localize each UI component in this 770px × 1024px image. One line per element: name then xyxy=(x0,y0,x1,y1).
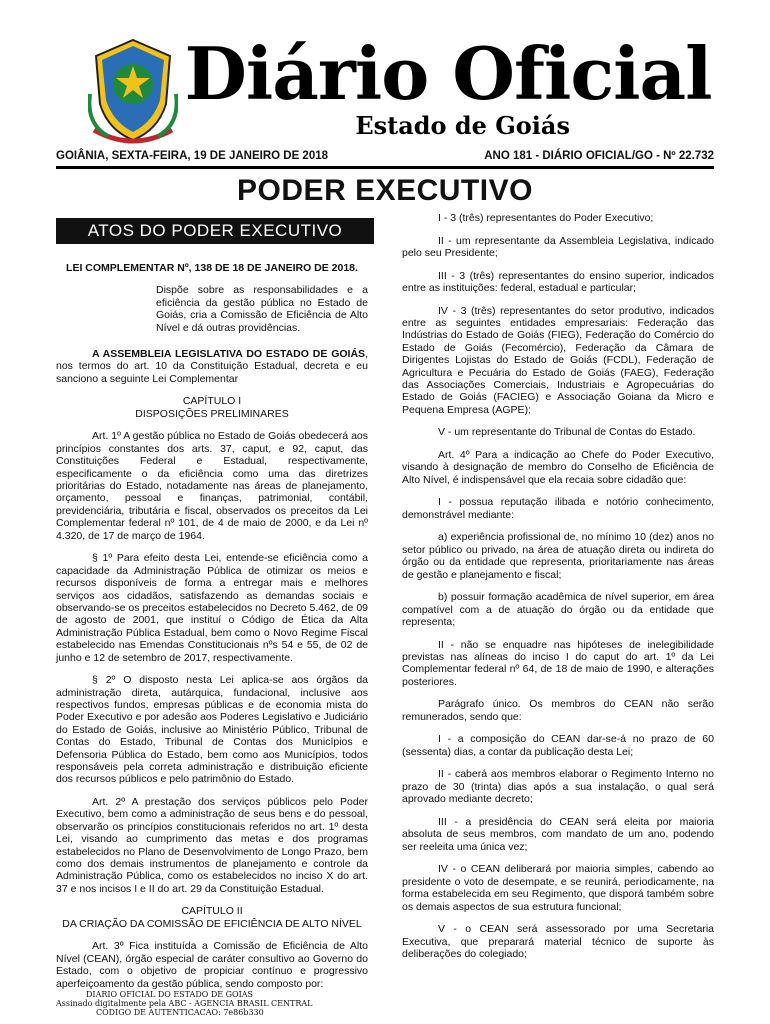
footer-line: CODIGO DE AUTENTICACAO: 7e86b330 xyxy=(96,1008,264,1017)
clause-v: V - o CEAN será assessorado por uma Secretaria Executiva, que preparará material técnico de suporte às deliberações do colegiado; xyxy=(402,923,714,960)
paragraph-2: § 2º O disposto nesta Lei aplica-se aos órgãos da administração direta, autárquica, fundacional, inclusive aos respectivos fundos, empresas públicas e de economia mista do Poder Executivo e por adesão aos Poderes Legislativo e Judiciário do Estado de Goiás, inclusive ao Ministério Público, Tribunal de Contas do Estado, Tribunal de Contas dos Municípios e Defensoria Pública do Estado, bem como aos Municípios, todos responsáveis pela correta administração e distribuição eficiente dos recursos públicos e pelo patrimônio do Estado. xyxy=(56,674,368,786)
footer xyxy=(56,990,312,1017)
footer-line: DIARIO OFICIAL DO ESTADO DE GOIAS xyxy=(86,990,254,999)
item-iv: IV - 3 (três) representantes do setor produtivo, indicados entre as seguintes entidades empresariais: Federação das Indústrias do Estado de Goiás (FIEG), Federação do Comércio do Estado de Goiás (Fecomércio), Federação da Câmara de Dirigentes Lojistas do Estado de Goiás (FCDL), Federação de Agricultura e Pecuária do Estado de Goiás (FAEG), Federação das Associações Comerciais, Industriais e Agropecuárias do Estado de Goiás (FACIEG) e Associação Goiana da Micro e Pequena Empresa (AGPE); xyxy=(402,304,714,416)
item-iii: III - 3 (três) representantes do ensino superior, indicados entre as instituições: federal, estadual e particular; xyxy=(402,269,714,294)
chapter-title: DISPOSIÇÕES PRELIMINARES xyxy=(135,407,289,420)
article-3: Art. 3º Fica instituída a Comissão de Eficiência de Alto Nível (CEAN), órgão especial de caráter consultivo ao Governo do Estado, com o objetivo de propiciar contínuo e progressivo aperfeiçoamento da gestão pública, sendo composto por: xyxy=(56,940,368,990)
newspaper-title: Diário Oficial xyxy=(184,31,712,116)
enacting-clause xyxy=(56,348,368,385)
left-column xyxy=(56,262,368,1000)
article-4: Art. 4º Para a indicação ao Chefe do Poder Executivo, visando à designação de membro do Conselho de Eficiência de Alto Nível, é indispensável que ela recaia sobre cidadão que: xyxy=(402,449,714,486)
right-column xyxy=(402,212,714,971)
chapter-heading: CAPÍTULO I xyxy=(182,395,242,408)
section-banner: ATOS DO PODER EXECUTIVO xyxy=(56,218,374,244)
newspaper-subtitle: Estado de Goiás xyxy=(355,111,570,140)
clause-i: I - a composição do CEAN dar-se-á no prazo de 60 (sessenta) dias, a contar da publicação desta Lei; xyxy=(402,733,714,758)
assembly-name: A ASSEMBLEIA LEGISLATIVA DO ESTADO DE GOIÁS xyxy=(92,348,366,361)
enacting-text: , nos termos do art. 10 da Constituição Estadual, decreta e eu sanciono a seguinte Lei Complementar xyxy=(56,348,368,385)
requirement-b: b) possuir formação acadêmica de nível superior, em área compatível com a de atuação do órgão ou da entidade que representa; xyxy=(402,591,714,629)
article-2: Art. 2º A prestação dos serviços públicos pelo Poder Executivo, bem como a administração de seus bens e do pessoal, observarão os princípios constitucionais referidos no art. 1º desta Lei, visando ao cumprimento das metas e dos programas estabelecidos no Plano de Desenvolvimento de Longo Prazo, bem como dos demais instrumentos de planejamento e controle da Administração Pública, como os estabelecidos no inciso X do art. 37 e nos incisos I e II do art. 29 da Constituição Estadual. xyxy=(56,795,368,895)
item-v: V - um representante do Tribunal de Contas do Estado. xyxy=(438,426,696,439)
sole-paragraph: Parágrafo único. Os membros do CEAN não serão remunerados, sendo que: xyxy=(402,698,714,723)
article-1: Art. 1º A gestão pública no Estado de Goiás obedecerá aos princípios constantes dos arts. 37, caput, e 92, caput, das Constituições Federal e Estadual, respectivamente, especificamente o da eficiência como uma das diretrizes prioritárias do Estado, notadamente nas áreas de planejamento, orçamento, pessoal e finanças, patrimonial, contábil, previdenciária, tributária e fiscal, observados os preceitos da Lei Complementar federal nº 101, de 4 de maio de 2000, e da Lei nº 4.320, de 17 de março de 1964. xyxy=(56,430,368,542)
law-title: LEI COMPLEMENTAR Nº, 138 DE 18 DE JANEIRO DE 2018. xyxy=(66,262,358,274)
requirement-ii: II - não se enquadre nas hipóteses de inelegibilidade previstas nas alíneas do inciso I do caput do art. 1º da Lei Complementar federal nº 64, de 18 de maio de 1990, e alterações posteriores. xyxy=(402,638,714,688)
state-coat-of-arms-icon xyxy=(88,34,178,146)
chapter-title: DA CRIAÇÃO DA COMISSÃO DE EFICIÊNCIA DE ALTO NÍVEL xyxy=(62,917,362,930)
clause-ii: II - caberá aos membros elaborar o Regimento Interno no prazo de 30 (trinta) dias após a sua instalação, o qual será aprovado mediante decreto; xyxy=(402,768,714,806)
requirement-a: a) experiência profissional de, no mínimo 10 (dez) anos no setor público ou privado, na área de atuação direta ou indireta do órgão ou da entidade que representa, prioritariamente nas áreas de gestão e planejamento e fiscal; xyxy=(402,531,714,581)
issue-number: ANO 181 - DIÁRIO OFICIAL/GO - Nº 22.732 xyxy=(484,150,714,162)
item-ii: II - um representante da Assembleia Legislativa, indicado pelo seu Presidente; xyxy=(402,234,714,259)
masthead xyxy=(0,0,770,150)
footer-line: Assinado digitalmente pela ABC - AGENCIA BRASIL CENTRAL xyxy=(56,999,313,1008)
clause-iv: IV - o CEAN deliberará por maioria simples, cabendo ao presidente o voto de desempate, e se reunirá, periodicamente, na forma estabelecida em seu Regimento, que disporá também sobre os demais aspectos de sua estrutura funcional; xyxy=(402,863,714,913)
dateline: GOIÂNIA, SEXTA-FEIRA, 19 DE JANEIRO DE 2018 xyxy=(56,150,329,162)
law-summary: Dispõe sobre as responsabilidades e a eficiência da gestão pública no Estado de Goiás, cria a Comissão de Eficiência de Alto Nível e dá outras providências. xyxy=(156,284,368,334)
section-title: PODER EXECUTIVO xyxy=(237,174,533,207)
clause-iii: III - a presidência do CEAN será eleita por maioria absoluta de seus membros, com mandato de um ano, podendo ser reeleita uma única vez; xyxy=(402,815,714,853)
requirement-i: I - possua reputação ilibada e notório conhecimento, demonstrável mediante: xyxy=(402,496,714,521)
item-i: I - 3 (três) representantes do Poder Executivo; xyxy=(438,212,654,224)
header-rule xyxy=(56,166,714,169)
paragraph-1: § 1º Para efeito desta Lei, entende-se eficiência como a capacidade da Administração Pública de otimizar os meios e recursos disponíveis de forma a entregar mais e melhores serviços aos cidadãos, satisfazendo as demandas sociais e observando-se os preceitos estabelecidos no Decreto 5.462, de 09 de agosto de 2001, que instituí o Código de Ética da Alta Administração Pública Estadual, bem como o Novo Regime Fiscal estabelecido nas Emendas Constitucionais nºs 54 e 55, de 02 de junho e 12 de setembro de 2017, respectivamente. xyxy=(56,552,368,664)
chapter-heading: CAPÍTULO II xyxy=(181,905,243,918)
